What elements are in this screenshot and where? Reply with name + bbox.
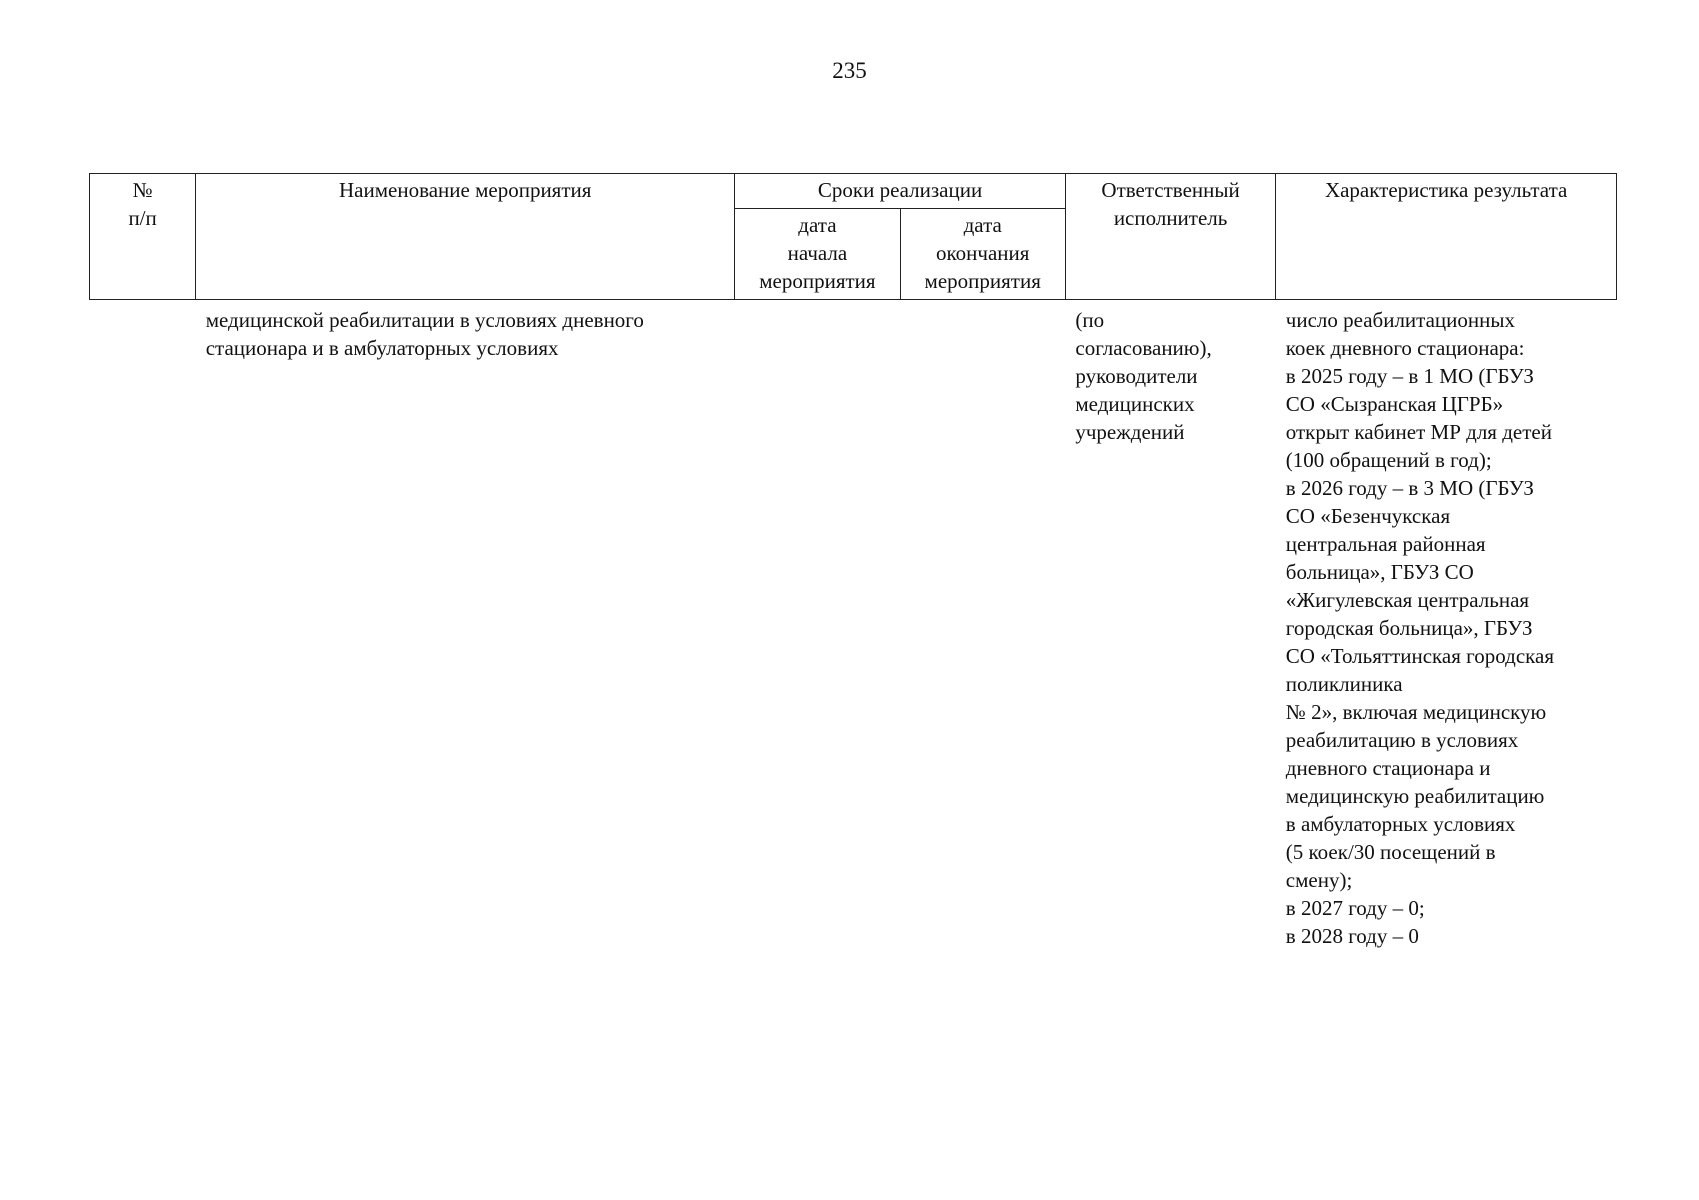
- measures-table: [89, 173, 1617, 950]
- cell-number: [90, 300, 196, 951]
- cell-end-date: [900, 300, 1065, 951]
- table-header: [90, 174, 1617, 300]
- cell-start-date: [735, 300, 900, 951]
- cell-measure-name-text: медицинской реабилитации в условиях дневного стационара и в амбулаторных условиях: [205, 308, 644, 360]
- header-responsible: [1065, 174, 1275, 300]
- header-timeline-label: Сроки реализации: [817, 178, 983, 202]
- cell-measure-name: [196, 300, 735, 951]
- header-number-label: № п/п: [128, 178, 157, 230]
- header-measure-name-label: Наименование мероприятия: [339, 178, 592, 202]
- header-end-date: [900, 209, 1065, 300]
- header-number: [90, 174, 196, 300]
- cell-result-text: число реабилитационных коек дневного стационара: в 2025 году – в 1 МО (ГБУЗ СО «Сызранская ЦГРБ» открыт кабинет МР для детей (100 обращений в год); в 2026 году – в 3 МО (ГБУЗ СО «Безенчукская центральная районная больница», ГБУЗ СО «Жигулевская центральная городская больница», ГБУЗ СО «Тольяттинская городская поликлиника № 2», включая медицинскую реабилитацию в условиях дневного стационара и медицинскую реабилитацию в амбулаторных условиях (5 коек/30 посещений в смену); в 2027 году – 0; в 2028 году – 0: [1285, 308, 1555, 948]
- table-row: [90, 300, 1617, 951]
- cell-responsible-text: (по согласованию), руководители медицинских учреждений: [1075, 308, 1212, 444]
- page-number: 235: [832, 58, 867, 83]
- header-responsible-label: Ответственный исполнитель: [1101, 178, 1240, 230]
- header-timeline: [735, 174, 1066, 209]
- header-start-date-label: дата начала мероприятия: [759, 213, 876, 293]
- header-result: [1276, 174, 1617, 300]
- cell-responsible: [1065, 300, 1275, 951]
- header-end-date-label: дата окончания мероприятия: [924, 213, 1041, 293]
- header-start-date: [735, 209, 900, 300]
- header-result-label: Характеристика результата: [1324, 178, 1568, 202]
- cell-result: [1276, 300, 1617, 951]
- header-measure-name: [196, 174, 735, 300]
